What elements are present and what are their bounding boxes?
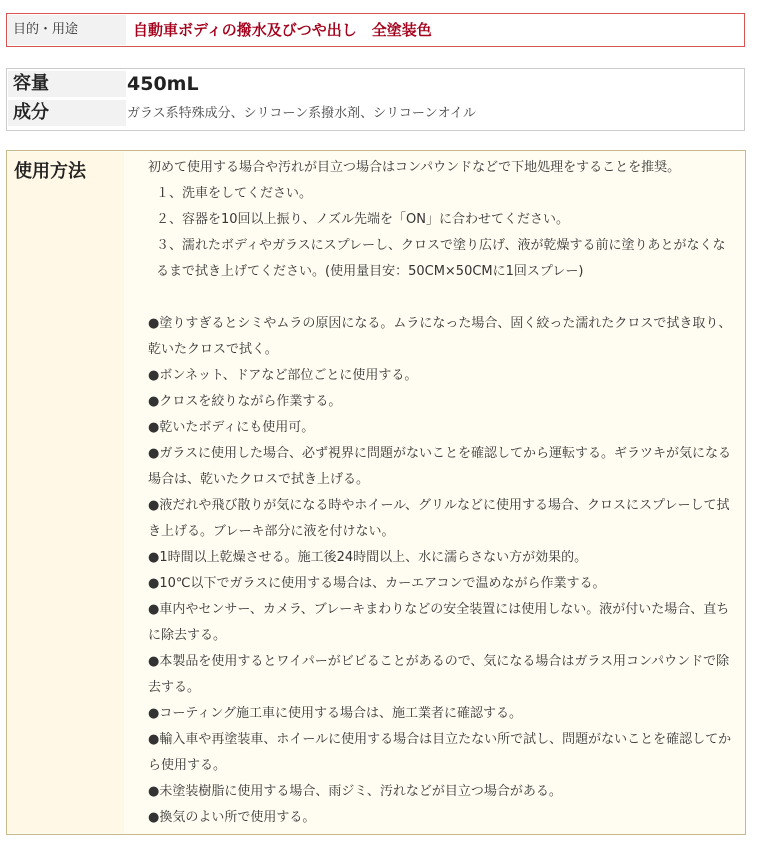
capacity-label: 容量 [8,71,126,97]
usage-note: ●コーティング施工車に使用する場合は、施工業者に確認する。 [148,706,523,721]
usage-note: ●塗りすぎるとシミやムラの原因になる。ムラになった場合、固く絞った濡れたクロスで拭き取り、乾いたクロスで拭く。 [148,316,732,357]
spec-section [6,68,745,131]
usage-note: ●液だれや飛び散りが気になる時やホイール、グリルなどに使用する場合、クロスにスプレーして拭き上げる。ブレーキ部分に液を付けない。 [148,498,730,539]
usage-note: ●ガラスに使用した場合、必ず視界に問題がないことを確認してから運転する。ギラツキが気になる場合は、乾いたクロスで拭き上げる。 [148,446,731,487]
usage-note: ●車内やセンサー、カメラ、ブレーキまわりなどの安全装置には使用しない。液が付いた場合、直ちに除去する。 [148,602,730,643]
usage-note: ●クロスを絞りながら作業する。 [148,394,342,409]
usage-section [6,150,746,835]
usage-note: ●ボンネット、ドアなど部位ごとに使用する。 [148,368,418,383]
usage-note: ●10℃以下でガラスに使用する場合は、カーエアコンで温めながら作業する。 [148,576,606,591]
ingredients-value: ガラス系特殊成分、シリコーン系撥水剤、シリコーンオイル [127,106,476,121]
purpose-section [6,13,745,47]
ingredients-row [7,100,744,128]
usage-note: ●乾いたボディにも使用可。 [148,420,315,435]
usage-step: １、洗車をしてください。 [156,186,313,201]
usage-intro: 初めて使用する場合や汚れが目立つ場合はコンパウンドなどで下地処理をすることを推奨。 [148,160,681,175]
usage-step: ３、濡れたボディやガラスにスプレーし、クロスで塗り広げ、液が乾燥する前に塗りあとがなくなるまで拭き上げてください。(使用量目安：50CM×50CMに1回スプレー) [156,238,726,279]
usage-note: ●輸入車や再塗装車、ホイールに使用する場合は目立たない所で試し、問題がないことを確認してから使用する。 [148,732,732,773]
usage-label: 使用方法 [8,152,124,833]
usage-note: ●1時間以上乾燥させる。施工後24時間以上、水に濡らさない方が効果的。 [148,550,588,565]
spacer [148,285,738,311]
usage-body [148,155,738,831]
usage-note: ●本製品を使用するとワイパーがビビることがあるので、気になる場合はガラス用コンパウンドで除去する。 [148,654,730,695]
usage-note: ●未塗装樹脂に使用する場合、雨ジミ、汚れなどが目立つ場合がある。 [148,784,562,799]
usage-step: ２、容器を10回以上振り、ノズル先端を「ON」に合わせてください。 [156,212,569,227]
purpose-label: 目的・用途 [8,15,126,45]
usage-note: ●換気のよい所で使用する。 [148,810,316,825]
capacity-row [7,71,744,99]
capacity-value: 450mL [127,73,199,95]
purpose-value: 自動車ボディの撥水及びつや出し 全塗装色 [133,21,432,39]
ingredients-label: 成分 [8,100,126,126]
